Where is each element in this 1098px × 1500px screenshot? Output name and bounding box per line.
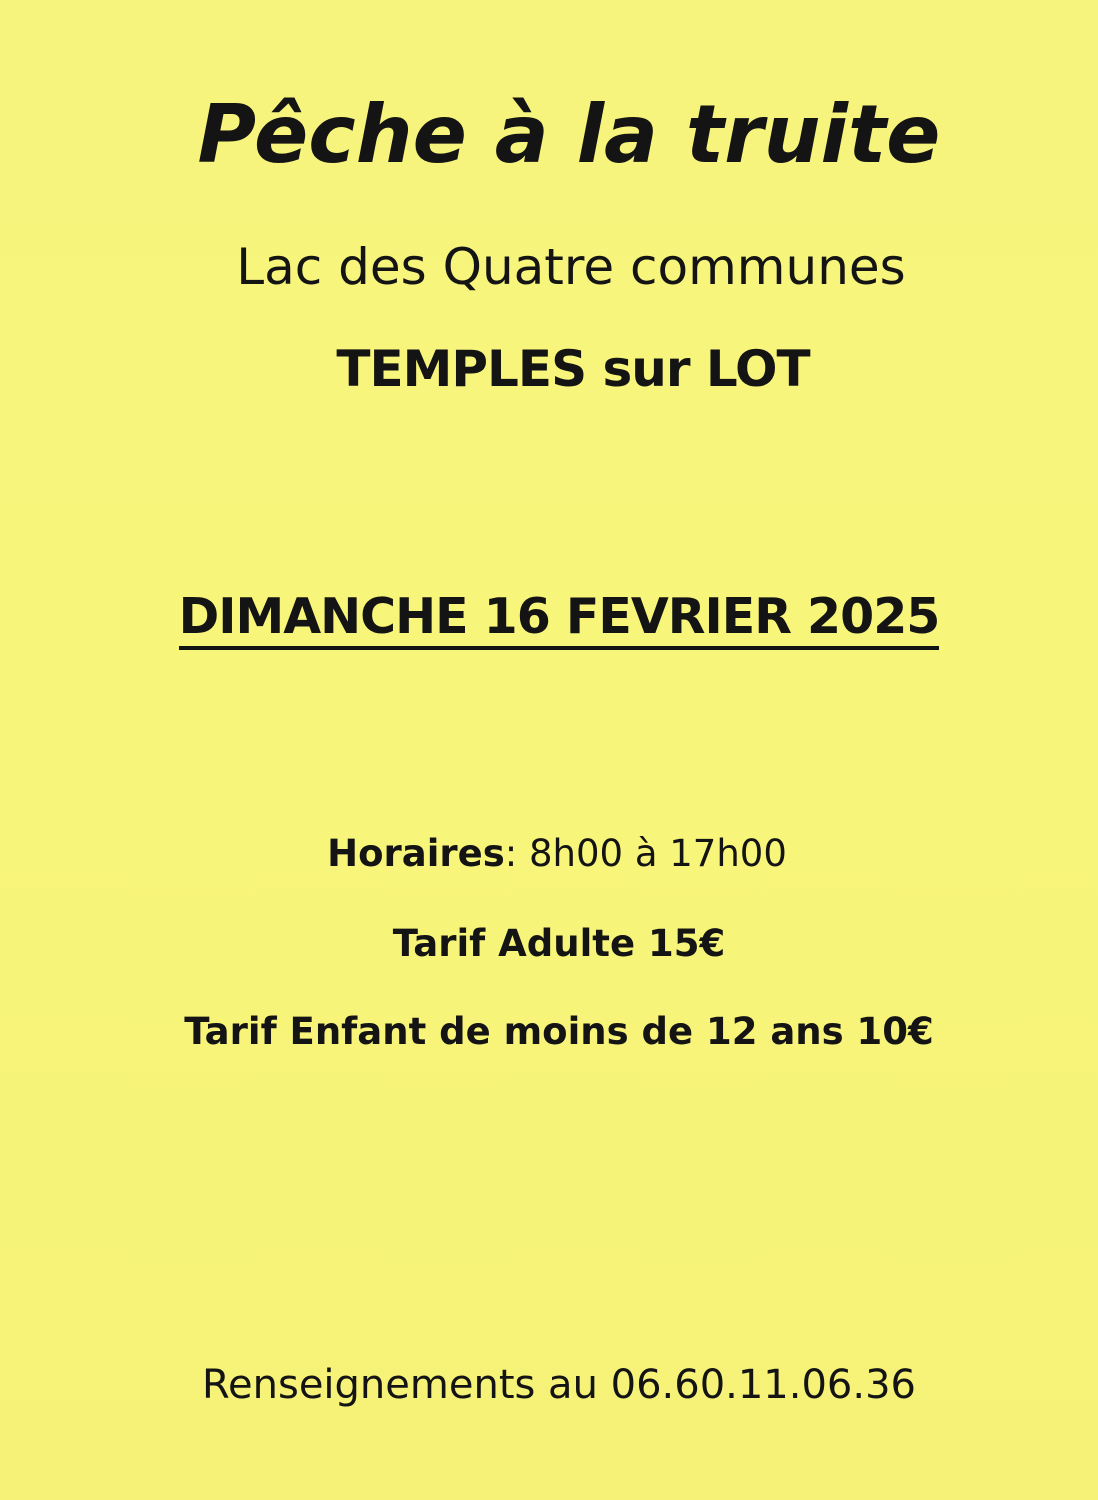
contact-info: Renseignements au 06.60.11.06.36 bbox=[202, 1362, 916, 1408]
child-rate: Tarif Enfant de moins de 12 ans 10€ bbox=[184, 1010, 934, 1053]
town-name: TEMPLES sur LOT bbox=[336, 340, 810, 398]
location-name: Lac des Quatre communes bbox=[236, 238, 906, 296]
flyer-title: Pêche à la truite bbox=[197, 88, 941, 181]
hours-value: : 8h00 à 17h00 bbox=[504, 832, 787, 875]
adult-rate: Tarif Adulte 15€ bbox=[392, 922, 726, 965]
event-date-text: DIMANCHE 16 FEVRIER 2025 bbox=[179, 591, 940, 650]
hours-label: Horaires bbox=[327, 832, 505, 875]
event-date bbox=[10, 588, 1098, 650]
opening-hours bbox=[8, 832, 1098, 875]
